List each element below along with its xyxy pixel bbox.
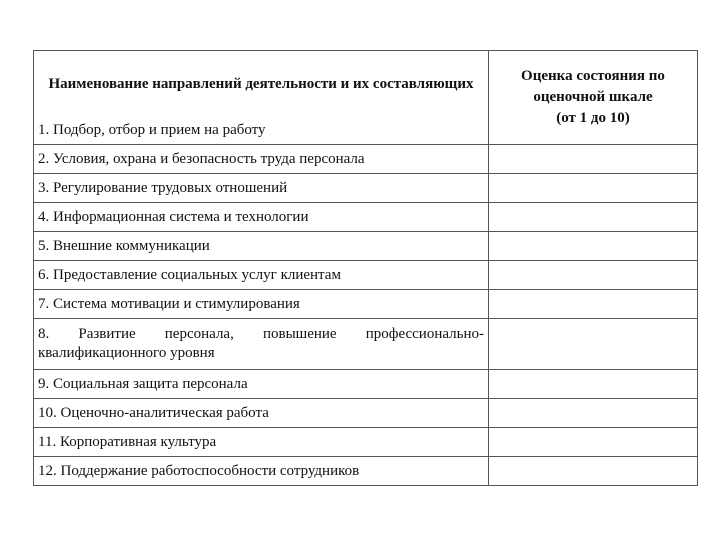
- table-row: [34, 428, 698, 457]
- row-label: 9. Социальная защита персонала: [34, 370, 489, 399]
- row-label: 7. Система мотивации и стимулирования: [34, 290, 489, 319]
- row-label: 6. Предоставление социальных услуг клиентам: [34, 261, 489, 290]
- table-row: [34, 174, 698, 203]
- header-score-line-1: Оценка состояния по: [521, 68, 665, 84]
- score-cell: [489, 232, 698, 261]
- table-row: [34, 261, 698, 290]
- table-header-row: [34, 51, 698, 117]
- score-cell: [489, 145, 698, 174]
- table-row: [34, 370, 698, 399]
- table-row: [34, 399, 698, 428]
- score-cell: [489, 399, 698, 428]
- score-cell: [489, 457, 698, 486]
- row-label: 1. Подбор, отбор и прием на работу: [34, 116, 489, 145]
- table-row: [34, 319, 698, 370]
- table-row: [34, 290, 698, 319]
- score-cell: [489, 370, 698, 399]
- assessment-table: [33, 50, 698, 486]
- table-row: [34, 203, 698, 232]
- header-score-scale: [489, 51, 698, 145]
- row-label: 12. Поддержание работоспособности сотрудников: [34, 457, 489, 486]
- row-label: 2. Условия, охрана и безопасность труда персонала: [34, 145, 489, 174]
- header-score-line-3: (от 1 до 10): [556, 110, 630, 126]
- score-cell: [489, 428, 698, 457]
- score-cell: [489, 203, 698, 232]
- table-row: [34, 457, 698, 486]
- row-label: 5. Внешние коммуникации: [34, 232, 489, 261]
- row-label: 4. Информационная система и технологии: [34, 203, 489, 232]
- row-label: 8. Развитие персонала, повышение профессионально-квалификационного уровня: [34, 319, 489, 370]
- header-directions: Наименование направлений деятельности и их составляющих: [34, 51, 489, 117]
- row-label: 10. Оценочно-аналитическая работа: [34, 399, 489, 428]
- score-cell: [489, 290, 698, 319]
- table-row: [34, 232, 698, 261]
- header-score-line-2: оценочной шкале: [533, 89, 653, 105]
- row-label: 11. Корпоративная культура: [34, 428, 489, 457]
- row-label: 3. Регулирование трудовых отношений: [34, 174, 489, 203]
- score-cell: [489, 174, 698, 203]
- score-cell: [489, 261, 698, 290]
- table-row: [34, 145, 698, 174]
- score-cell: [489, 319, 698, 370]
